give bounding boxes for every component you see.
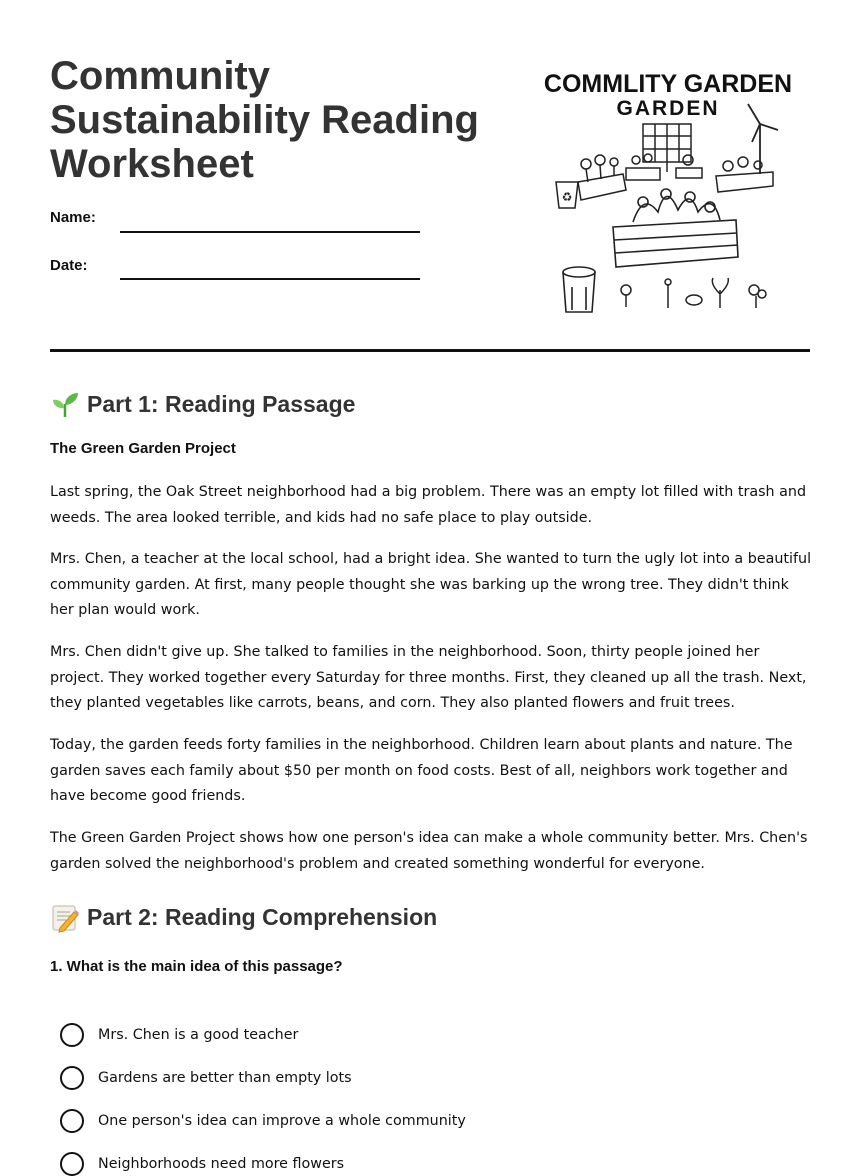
radio-button[interactable] <box>60 1109 84 1133</box>
page-title: Community Sustainability Reading Worksheet <box>50 54 479 186</box>
passage-paragraph: Last spring, the Oak Street neighborhood had a big problem. There was an empty lot filled with trash and weeds. The area looked terrible, and kids had no safe place to play outside. <box>50 484 807 526</box>
left-planter-icon <box>578 155 626 200</box>
illustration-heading-line2: GARDEN <box>616 97 720 120</box>
answer-option-label: One person's idea can improve a whole community <box>98 1113 466 1129</box>
illustration-heading-line1: COMMLITY GARDEN <box>543 70 793 98</box>
part2-heading <box>50 902 437 932</box>
passage-paragraph: Mrs. Chen, a teacher at the local school, had a bright idea. She wanted to turn the ugly lot into a beautiful community garden. At first, many people thought she was barking up the wrong tree. They didn't think her plan would work. <box>50 551 812 619</box>
answer-option-label: Mrs. Chen is a good teacher <box>98 1027 299 1043</box>
answer-option[interactable] <box>60 1066 352 1090</box>
date-label: Date: <box>50 257 88 274</box>
right-planter-icon <box>716 157 773 192</box>
header-divider <box>50 349 810 352</box>
seedling-icon <box>50 389 80 419</box>
raised-bed-icon <box>613 189 738 267</box>
flower-pot-icon <box>563 267 595 312</box>
part1-heading <box>50 389 355 419</box>
answer-option-label: Neighborhoods need more flowers <box>98 1156 345 1172</box>
answer-option[interactable] <box>60 1109 466 1133</box>
passage-title: The Green Garden Project <box>50 440 236 457</box>
date-field[interactable] <box>120 278 420 280</box>
solar-panel-icon <box>643 124 691 172</box>
svg-text:♻: ♻ <box>561 190 573 204</box>
memo-pencil-icon <box>50 902 80 932</box>
passage-paragraph: The Green Garden Project shows how one person's idea can make a whole community better. Mrs. Chen's garden solved the neighborhood's problem and created something wonderful for everyone. <box>50 830 808 872</box>
name-label: Name: <box>50 209 96 226</box>
answer-option[interactable] <box>60 1023 298 1047</box>
passage-paragraph: Mrs. Chen didn't give up. She talked to families in the neighborhood. Soon, thirty people joined her project. They worked together every Saturday for three months. First, they cleaned up all the trash. Next, they planted vegetables like carrots, beans, and corn. They also planted flowers and fruit trees. <box>50 644 807 712</box>
answer-option-label: Gardens are better than empty lots <box>98 1070 352 1086</box>
part2-heading-text: Part 2: Reading Comprehension <box>87 903 438 930</box>
small-plants-icon <box>621 278 766 308</box>
name-field[interactable] <box>120 231 420 233</box>
radio-button[interactable] <box>60 1066 84 1090</box>
part1-heading-text: Part 1: Reading Passage <box>87 390 356 417</box>
question-1: 1. What is the main idea of this passage? <box>50 958 343 975</box>
recycling-bin-icon <box>556 182 578 208</box>
answer-option[interactable] <box>60 1152 344 1176</box>
radio-button[interactable] <box>60 1152 84 1176</box>
radio-button[interactable] <box>60 1023 84 1047</box>
wind-turbine-icon <box>748 104 778 174</box>
community-garden-illustration <box>543 62 793 322</box>
passage-paragraph: Today, the garden feeds forty families in the neighborhood. Children learn about plants and nature. The garden saves each family about $50 per month on food costs. Best of all, neighbors work together and have become good friends. <box>50 737 793 805</box>
